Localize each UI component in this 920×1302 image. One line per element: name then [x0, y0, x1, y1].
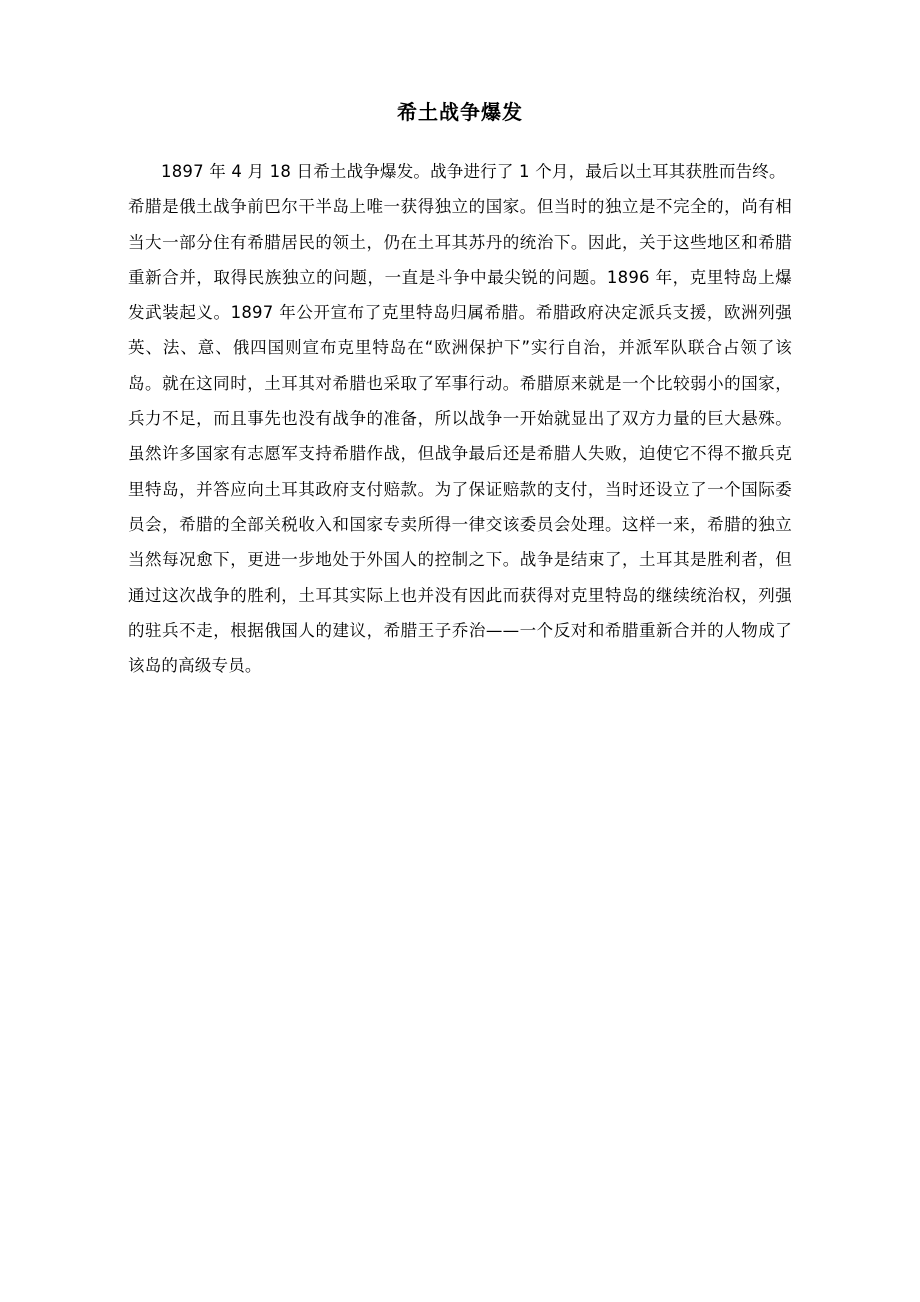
page-title: 希土战争爆发	[397, 100, 523, 124]
document-body	[128, 96, 792, 683]
paragraph-2: 希腊是俄土战争前巴尔干半岛上唯一获得独立的国家。但当时的独立是不完全的，尚有相当大一部分住有希腊居民的领土，仍在土耳其苏丹的统治下。因此，关于这些地区和希腊重新合并，取得民族独立的问题，一直是斗争中最尖锐的问题。1896 年，克里特岛上爆发武装起义。1897 年公开宣布了克里特岛归属希腊。希腊政府决定派兵支援，欧洲列强英、法、意、俄四国则宣布克里特岛在“欧洲保护下”实行自治，并派军队联合占领了该岛。就在这同时，土耳其对希腊也采取了军事行动。希腊原来就是一个比较弱小的国家，兵力不足，而且事先也没有战争的准备，所以战争一开始就显出了双方力量的巨大悬殊。虽然许多国家有志愿军支持希腊作战，但战争最后还是希腊人失败，迫使它不得不撤兵克里特岛，并答应向土耳其政府支付赔款。为了保证赔款的支付，当时还设立了一个国际委员会，希腊的全部关税收入和国家专卖所得一律交该委员会处理。这样一来，希腊的独立当然每况愈下，更进一步地处于外国人的控制之下。战争是结束了，土耳其是胜利者，但通过这次战争的胜利，土耳其实际上也并没有因此而获得对克里特岛的继续统治权，列强的驻兵不走，根据俄国人的建议，希腊王子乔治——一个反对和希腊重新合并的人物成了该岛的高级专员。	[128, 197, 792, 676]
paragraph-1: 1897 年 4 月 18 日希土战争爆发。战争进行了 1 个月，最后以土耳其获胜而告终。	[161, 162, 786, 181]
